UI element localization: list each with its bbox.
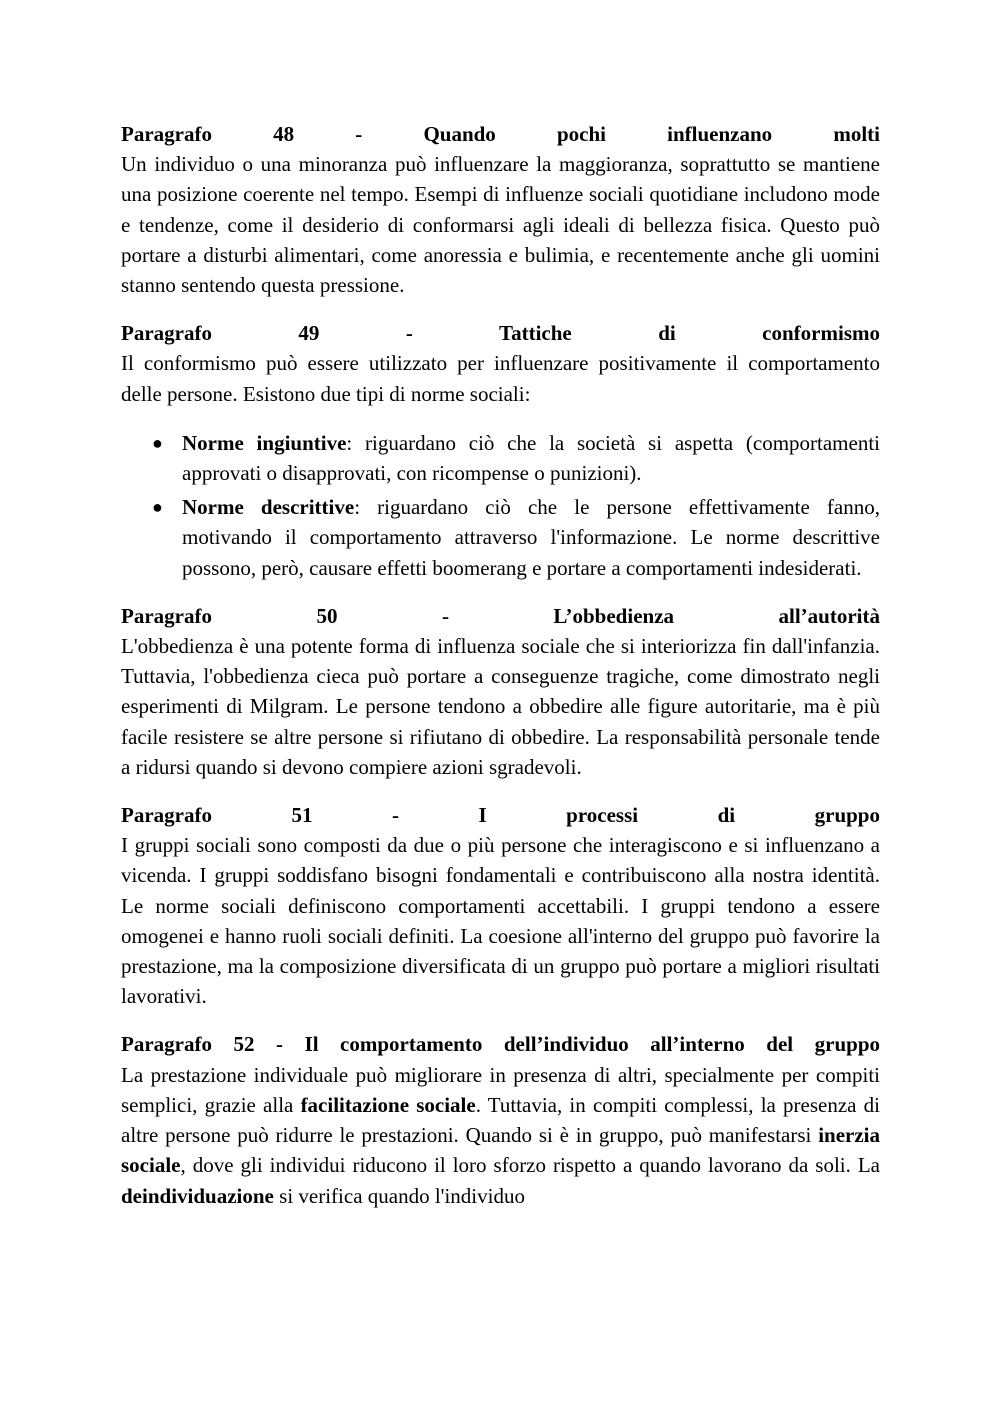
list-item-term: Norme descrittive <box>182 495 355 520</box>
section-body: I gruppi sociali sono composti da due o più persone che interagiscono e si influenzano a vicenda. I gruppi soddisfano bisogni fondamentali e contribuiscono alla nostra identità. Le norme sociali definiscono comportamenti accettabili. I gruppi tendono a essere omogenei e hanno ruoli sociali definiti. La coesione all'interno del gruppo può favorire la prestazione, ma la composizione diversificata di un gruppo può portare a migliori risultati lavorativi. <box>121 833 880 1009</box>
section-heading: Paragrafo 52 - Il comportamento dell’individuo all’interno del gruppo <box>121 1032 880 1057</box>
body-text: . Tuttavia, in compiti complessi, la presenza di altre persone può ridurre le prestazioni. Quando si è in gruppo, può manifestarsi <box>121 1092 881 1148</box>
term-facilitazione-sociale: facilitazione sociale <box>300 1092 476 1117</box>
section-body: L'obbedienza è una potente forma di influenza sociale che si interiorizza fin dall'infanzia. Tuttavia, l'obbedienza cieca può portare a conseguenze tragiche, come dimostrato negli esperimenti di Milgram. Le persone tendono a obbedire alle figure autoritarie, ma è più facile resistere se altre persone si rifiutano di obbedire. La responsabilità personale tende a ridursi quando si devono compiere azioni sgradevoli. <box>121 634 880 779</box>
section-paragrafo-51 <box>121 800 880 1011</box>
list-item <box>152 428 881 488</box>
list-item-text: : riguardano ciò che le persone effettivamente fanno, motivando il comportamento attraverso l'informazione. Le norme descrittive possono, però, causare effetti boomerang e portare a comportamenti indesiderati. <box>182 495 880 580</box>
body-text: , dove gli individui riducono il loro sforzo rispetto a quando lavorano da soli. La <box>180 1153 880 1178</box>
body-text: La prestazione individuale può migliorare in presenza di altri, specialmente per compiti semplici, grazie alla <box>121 1062 880 1117</box>
document-page <box>121 119 880 1229</box>
section-body: Il conformismo può essere utilizzato per influenzare positivamente il comportamento delle persone. Esistono due tipi di norme sociali: <box>121 351 880 406</box>
section-body: Un individuo o una minoranza può influenzare la maggioranza, soprattutto se mantiene una posizione coerente nel tempo. Esempi di influenze sociali quotidiane includono mode e tendenze, come il desiderio di conformarsi agli ideali di bellezza fisica. Questo può portare a disturbi alimentari, come anoressia e bulimia, e recentemente anche gli uomini stanno sentendo questa pressione. <box>121 152 880 298</box>
list-item-term: Norme ingiuntive <box>182 430 347 455</box>
section-heading: Paragrafo 51 - I processi di gruppo <box>121 803 880 828</box>
section-heading: Paragrafo 49 - Tattiche di conformismo <box>121 321 880 346</box>
section-paragrafo-48 <box>121 119 880 300</box>
bullet-icon: ● <box>152 497 163 518</box>
section-paragrafo-52 <box>121 1029 880 1210</box>
list-item <box>152 492 880 583</box>
body-text: si verifica quando l'individuo <box>273 1183 525 1208</box>
section-heading: Paragrafo 48 - Quando pochi influenzano molti <box>121 122 880 146</box>
bullet-icon: ● <box>152 432 163 453</box>
list-item-text: : riguardano ciò che la società si aspetta (comportamenti approvati o disapprovati, con ricompense o punizioni). <box>182 430 881 486</box>
section-paragrafo-50 <box>121 601 880 782</box>
norms-list <box>121 428 880 583</box>
section-body <box>121 1060 880 1211</box>
term-inerzia-sociale: inerzia sociale <box>121 1123 880 1178</box>
section-heading: Paragrafo 50 - L’obbedienza all’autorità <box>121 603 880 628</box>
section-paragrafo-49 <box>121 318 880 583</box>
term-deindividuazione: deindividuazione <box>121 1183 274 1208</box>
